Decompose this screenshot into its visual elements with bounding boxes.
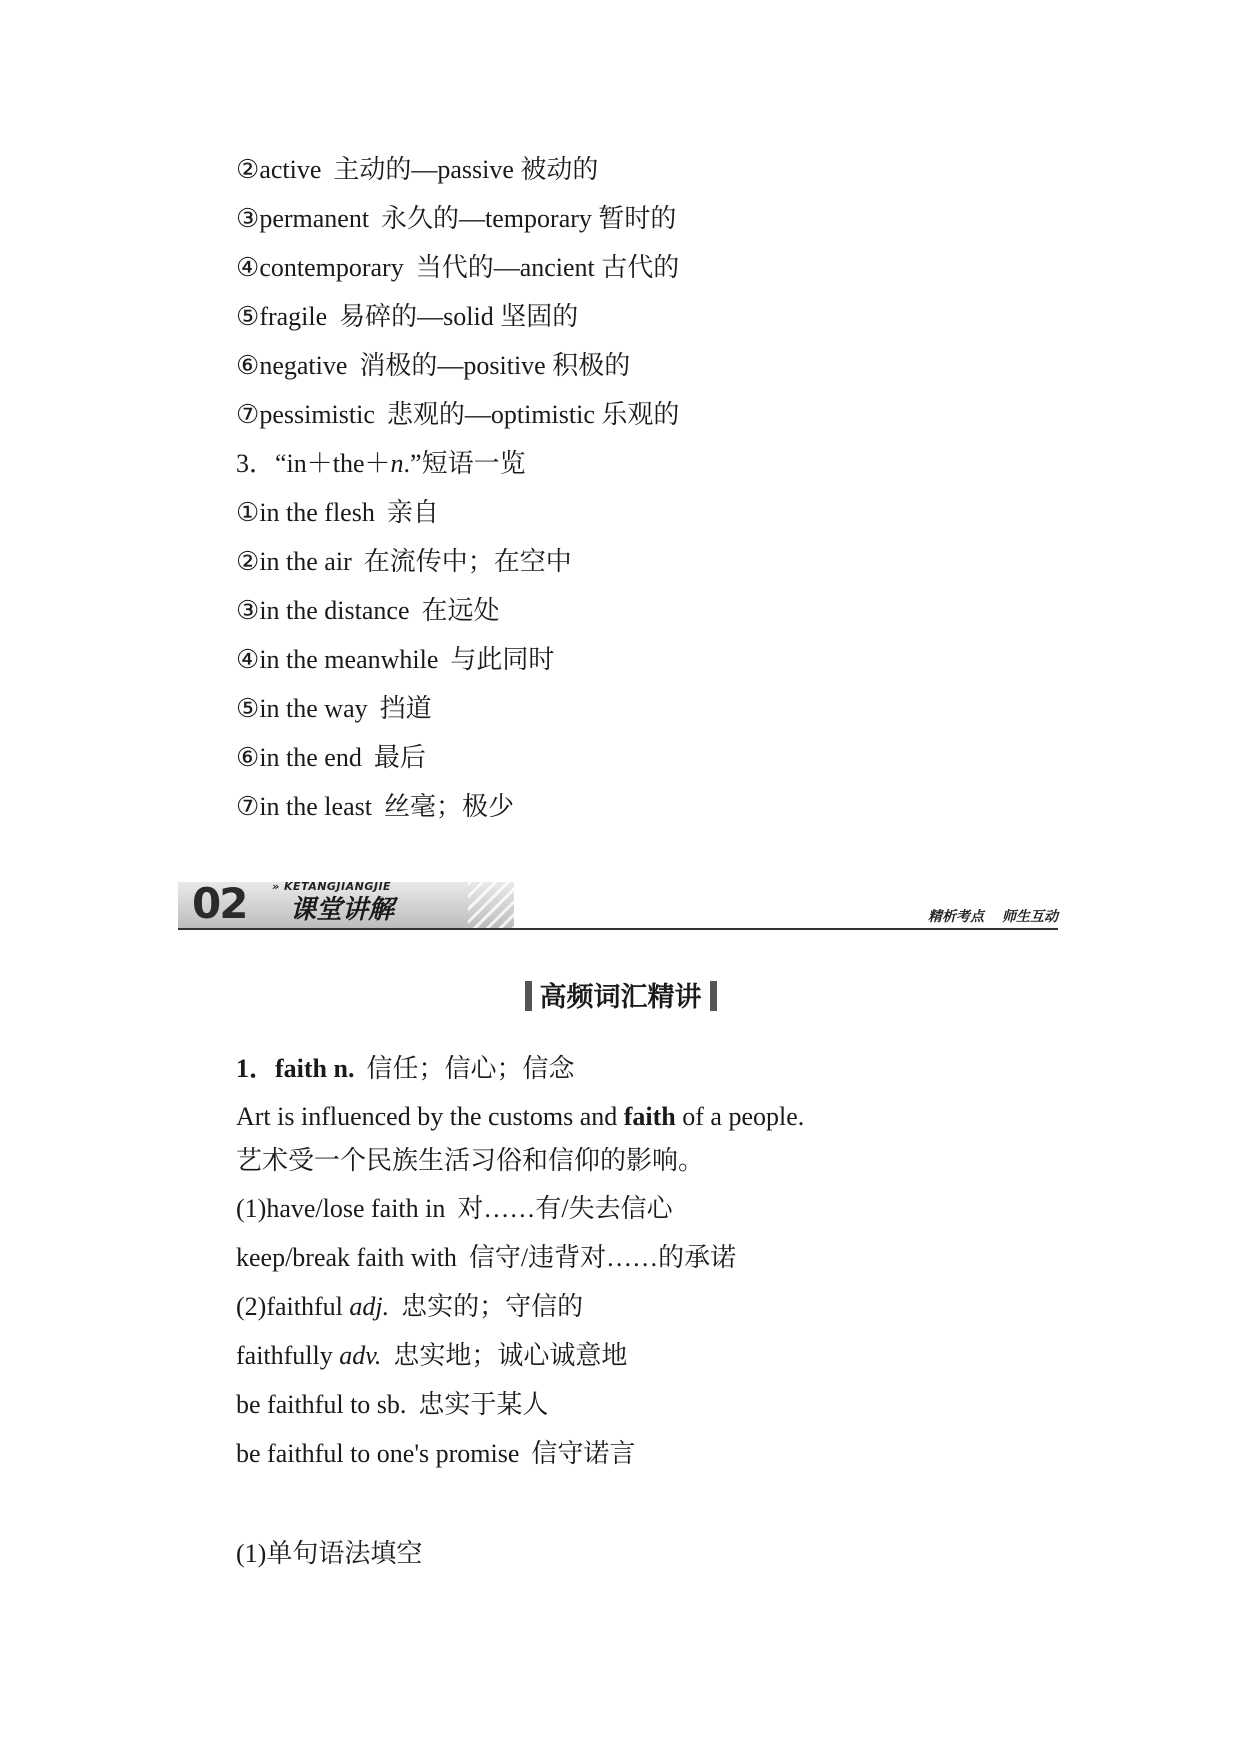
banner-tagline: 精析考点 师生互动 — [928, 909, 1058, 925]
phrases-heading: 3．“in＋the＋n.”短语一览 — [236, 449, 526, 478]
antonym-line: ⑦pessimistic 悲观的—optimistic 乐观的 — [236, 400, 680, 429]
antonym-line: ④contemporary 当代的—ancient 古代的 — [236, 253, 680, 282]
banner-stripes-decoration — [468, 882, 514, 928]
phrase-line: ①in the flesh 亲自 — [236, 498, 439, 527]
antonym-line: ③permanent 永久的—temporary 暂时的 — [236, 204, 677, 233]
usage-line: keep/break faith with 信守/违背对……的承诺 — [236, 1243, 737, 1272]
banner-rule — [178, 928, 1058, 930]
section-pinyin: » KETANGJIANGJIE — [272, 880, 392, 893]
usage-line: (2)faithful adj. 忠实的；守信的 — [236, 1292, 584, 1321]
phrase-line: ②in the air 在流传中；在空中 — [236, 547, 572, 576]
usage-line: (1)have/lose faith in 对……有/失去信心 — [236, 1194, 673, 1223]
usage-line: be faithful to one's promise 信守诺言 — [236, 1439, 636, 1468]
double-chevron-icon: » — [272, 880, 280, 893]
phrase-line: ⑤in the way 挡道 — [236, 694, 432, 723]
exercise-heading: (1)单句语法填空 — [236, 1539, 423, 1568]
right-bar-decoration — [710, 981, 717, 1011]
phrase-line: ⑥in the end 最后 — [236, 743, 426, 772]
section-title: 课堂讲解 — [290, 895, 395, 925]
phrase-line: ③in the distance 在远处 — [236, 596, 500, 625]
phrase-line: ⑦in the least 丝毫；极少 — [236, 792, 514, 821]
left-bar-decoration — [525, 981, 532, 1011]
example-translation: 艺术受一个民族生活习俗和信仰的影响。 — [236, 1146, 705, 1175]
example-sentence: Art is influenced by the customs and faith of a people. — [236, 1102, 805, 1131]
antonym-line: ②active 主动的—passive 被动的 — [236, 155, 599, 184]
entry-headword: 1．faith n. 信任；信心；信念 — [236, 1054, 575, 1083]
usage-line: be faithful to sb. 忠实于某人 — [236, 1390, 549, 1419]
antonym-line: ⑥negative 消极的—positive 积极的 — [236, 351, 631, 380]
section-number: 02 — [192, 879, 247, 928]
antonym-line: ⑤fragile 易碎的—solid 坚固的 — [236, 302, 579, 331]
phrase-line: ④in the meanwhile 与此同时 — [236, 645, 555, 674]
usage-line: faithfully adv. 忠实地；诚心诚意地 — [236, 1341, 628, 1370]
section-banner — [178, 878, 1058, 930]
vocab-subheading: 高频词汇精讲 — [0, 980, 1241, 1016]
